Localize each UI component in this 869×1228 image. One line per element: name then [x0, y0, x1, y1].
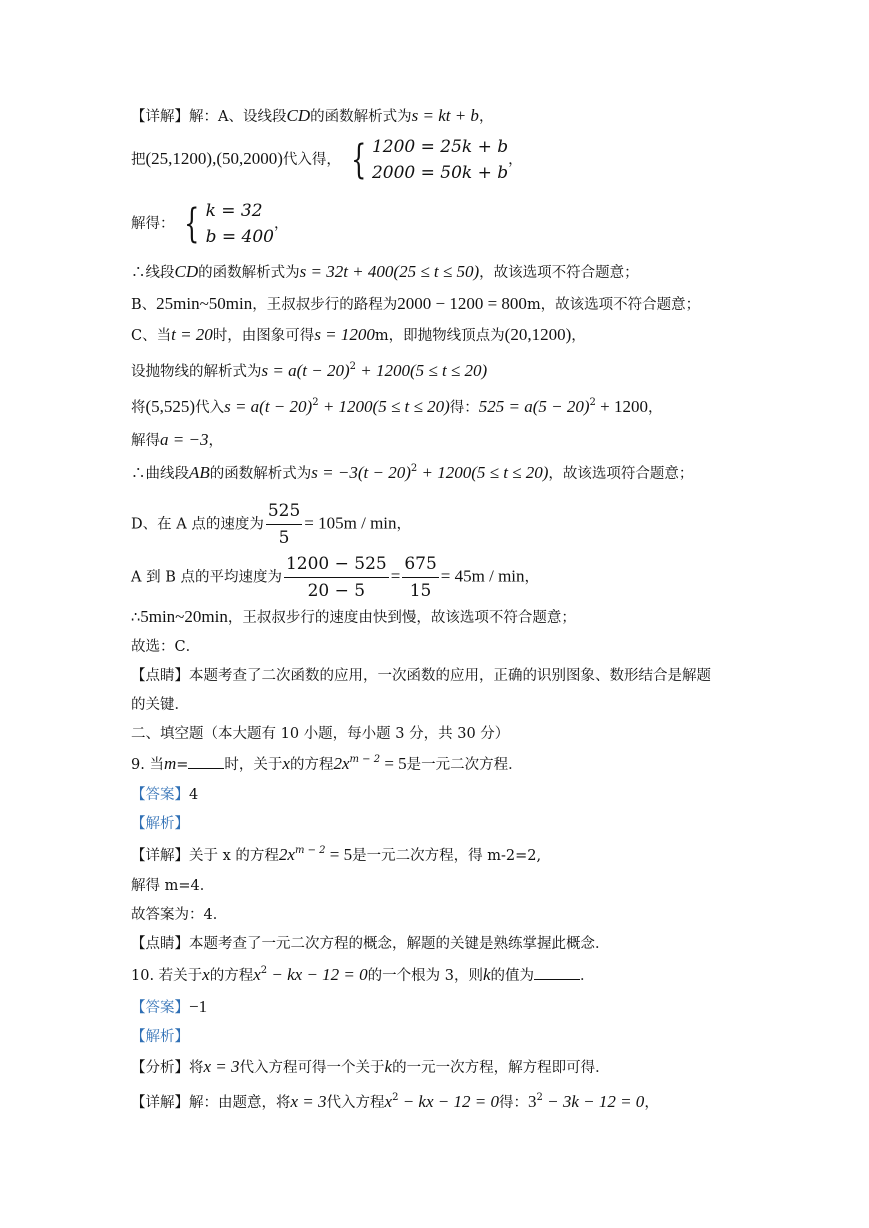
- superscript: 2: [536, 1092, 543, 1103]
- text: ∴线段: [131, 265, 175, 281]
- math-expression: x = 3: [290, 1092, 327, 1111]
- text: 代入: [195, 400, 225, 416]
- line-solve-m: [131, 876, 214, 896]
- equation-system: [179, 198, 274, 250]
- system-row: 2000 = 50k + b: [371, 163, 509, 183]
- text: ，: [571, 328, 586, 344]
- text: 解：A、设线段: [189, 109, 287, 125]
- text: 把: [131, 152, 146, 168]
- line-analysis-9: [131, 814, 189, 834]
- text: 的关键．: [131, 697, 189, 713]
- text: 的函数解析式为: [310, 109, 412, 125]
- tag-analysis: 【解析】: [131, 816, 189, 832]
- text: C、当: [131, 328, 172, 344]
- math-expression: (20,1200): [504, 325, 572, 344]
- system-row: 1200 = 25k + b: [371, 137, 509, 157]
- equation-system: [346, 134, 509, 186]
- line-average-speed: [131, 551, 539, 604]
- answer-value: 4: [189, 787, 199, 803]
- line-option-b: [131, 294, 700, 315]
- tag-detail: 【详解】: [131, 109, 189, 125]
- text: 代入方程: [326, 1095, 385, 1111]
- text: ，故该选项符合题意；: [548, 466, 694, 482]
- text: m，故该选项不符合题意；: [526, 297, 701, 313]
- tag-comment: 【点睛】: [131, 936, 189, 952]
- text: 的方程: [289, 757, 334, 773]
- math-var: x: [202, 965, 210, 984]
- denominator: 15: [409, 581, 432, 601]
- text: 的方程: [209, 968, 254, 984]
- superscript: 2: [349, 361, 356, 372]
- answer-value: −1: [189, 997, 208, 1016]
- line-comment: [131, 666, 711, 686]
- text: ，故该选项不符合题意；: [479, 265, 639, 281]
- question-9: [131, 754, 523, 775]
- text: ，: [208, 433, 223, 449]
- tag-answer: 【答案】: [131, 787, 189, 803]
- tag-analysis: 【解析】: [131, 1029, 189, 1045]
- brace-icon: {: [350, 137, 366, 183]
- text: ，王叔叔步行的路程为: [252, 297, 398, 313]
- math-expression: s = 32t + 400(25 ≤ t ≤ 50): [299, 262, 480, 281]
- math-expression: + 1200(5 ≤ t ≤ 20): [355, 361, 488, 380]
- superscript: m − 2: [349, 754, 381, 765]
- line-parabola: [131, 361, 487, 382]
- math-expression: 5min~20min: [140, 607, 228, 626]
- superscript: 2: [392, 1092, 399, 1103]
- math-expression: = 5: [380, 754, 407, 773]
- math-expression: + 1200(5 ≤ t ≤ 20): [417, 463, 549, 482]
- math-expression: = 105m / min: [304, 513, 397, 533]
- text: 得：: [498, 1095, 528, 1111]
- text: ∴: [131, 610, 141, 626]
- question-10: [131, 965, 595, 986]
- text: =: [176, 757, 189, 773]
- line-detail-9: [131, 845, 541, 866]
- text: 解：由题意，将: [189, 1095, 291, 1111]
- line-ab-function: [131, 463, 693, 484]
- text: A 到 B 点的平均速度为: [131, 569, 282, 586]
- brace-icon: {: [184, 201, 200, 247]
- text: 是一元二次方程．: [406, 757, 523, 773]
- line-option-c: [131, 325, 586, 346]
- math-expression: + 1200: [595, 397, 648, 416]
- line-answer-9: [131, 785, 198, 805]
- math-expression: − 3k − 12 = 0: [542, 1092, 645, 1111]
- text: B、: [131, 297, 157, 313]
- math-var: k: [384, 1057, 393, 1076]
- math-expression: − kx − 12 = 0: [267, 965, 368, 984]
- numerator: 1200 − 525: [284, 551, 389, 578]
- text: ，王叔叔步行的速度由快到慢，故该选项不符合题意；: [227, 610, 576, 626]
- superscript: m − 2: [294, 845, 326, 856]
- text: 将: [131, 400, 146, 416]
- text: ，: [508, 152, 523, 168]
- math-expression: s = −3(t − 20): [311, 463, 411, 482]
- math-expression: s = a(t − 20): [224, 397, 313, 416]
- text: 时，由图象可得: [212, 328, 315, 344]
- text: ，: [396, 516, 412, 533]
- math-expression: 525 = a(5 − 20): [478, 397, 590, 416]
- system-row: k = 32: [205, 201, 263, 221]
- text: 9. 当: [131, 757, 164, 773]
- line-option-d: [131, 498, 411, 551]
- line-analyze-10: [131, 1057, 610, 1078]
- math-expression: − kx − 12 = 0: [398, 1092, 499, 1111]
- text: ∴曲线段: [131, 466, 189, 482]
- text: 的一个根为 3，则: [367, 968, 483, 984]
- numerator: 525: [266, 498, 302, 525]
- text: ，: [524, 569, 540, 586]
- math-expression: = 45m / min: [440, 566, 525, 586]
- math-var: k: [483, 965, 491, 984]
- math-expression: s = 1200: [314, 325, 375, 344]
- text: 的函数解析式为: [209, 466, 312, 482]
- section-heading: [131, 724, 509, 744]
- line-choice: [131, 637, 200, 657]
- line-substitute-point: [131, 397, 662, 418]
- text: 得：: [449, 400, 479, 416]
- math-expression: 2x: [333, 754, 350, 773]
- text: ．: [580, 968, 595, 984]
- superscript: 2: [589, 397, 596, 408]
- text: ，: [478, 109, 494, 125]
- tag-analyze: 【分析】: [131, 1060, 189, 1076]
- math-expression: = 5: [325, 845, 353, 864]
- line-answer-10: [131, 997, 207, 1018]
- fraction: [402, 551, 438, 604]
- superscript: 2: [312, 397, 319, 408]
- math-ab: AB: [189, 463, 210, 482]
- text: 本题考查了二次函数的应用，一次函数的应用，正确的识别图象、数形结合是解题: [189, 668, 711, 684]
- text: 关于 x 的方程: [189, 848, 279, 864]
- text: 故答案为：4．: [131, 907, 228, 923]
- text: 故选：C．: [131, 639, 201, 655]
- answer-blank: [188, 754, 224, 769]
- text: ，: [644, 1095, 659, 1111]
- text: 将: [189, 1060, 204, 1076]
- text: 是一元二次方程，得 m-2=2,: [352, 848, 542, 864]
- math-expression: s = kt + b: [411, 106, 479, 125]
- text: 代入方程可得一个关于: [239, 1060, 385, 1076]
- math-expression: (5,525): [145, 397, 196, 416]
- denominator: 5: [278, 528, 290, 548]
- math-expression: + 1200(5 ≤ t ≤ 20): [318, 397, 450, 416]
- superscript: 2: [260, 965, 268, 976]
- math-expression: s = a(t − 20): [261, 361, 350, 380]
- numerator: 675: [402, 551, 438, 578]
- math-expression: 2x: [278, 845, 295, 864]
- text: 的值为: [490, 968, 535, 984]
- line-analysis-10: [131, 1027, 189, 1047]
- line-comment-cont: [131, 695, 189, 715]
- text: 解得: [131, 433, 160, 449]
- text: ，: [273, 216, 289, 232]
- line-answer-is: [131, 905, 227, 925]
- line-solution: [131, 198, 288, 250]
- line-speed-conclusion: [131, 607, 576, 628]
- fraction: [266, 498, 302, 551]
- math-points: (25,1200),(50,2000): [145, 149, 283, 168]
- math-cd: CD: [286, 106, 311, 125]
- section-title: 二、填空题（本大题有 10 小题，每小题 3 分，共 30 分）: [131, 726, 510, 742]
- tag-answer: 【答案】: [131, 1000, 189, 1016]
- text: 的一元一次方程，解方程即可得．: [392, 1060, 610, 1076]
- tag-comment: 【点睛】: [131, 668, 189, 684]
- line-detail-a: [131, 106, 493, 127]
- text: 设抛物线的解析式为: [131, 364, 262, 380]
- math-cd: CD: [174, 262, 199, 281]
- math-expression: 25min~50min: [156, 294, 253, 313]
- math-expression: x: [253, 965, 261, 984]
- text: m，即抛物线顶点为: [374, 328, 505, 344]
- math-expression: t = 20: [171, 325, 213, 344]
- text: 代入得，: [282, 152, 341, 168]
- denominator: 20 − 5: [307, 581, 366, 601]
- line-detail-10: [131, 1092, 659, 1113]
- text: 解得：: [131, 216, 175, 232]
- text: 的函数解析式为: [198, 265, 300, 281]
- equals-sign: =: [390, 566, 401, 586]
- line-solve-a: [131, 430, 223, 451]
- fraction: [284, 551, 389, 604]
- text: D、在 A 点的速度为: [131, 516, 264, 533]
- text: 本题考查了一元二次方程的概念，解题的关键是熟练掌握此概念．: [189, 936, 610, 952]
- answer-blank: [534, 965, 580, 980]
- math-expression: 3: [527, 1092, 537, 1111]
- text: 10. 若关于: [131, 968, 203, 984]
- tag-detail: 【详解】: [131, 848, 189, 864]
- text: 时，关于: [224, 757, 283, 773]
- text: ，: [647, 400, 663, 416]
- line-comment-9: [131, 934, 610, 954]
- math-expression: a = −3: [160, 430, 209, 449]
- math-expression: x: [384, 1092, 393, 1111]
- math-var: x: [282, 754, 290, 773]
- math-expression: 2000 − 1200 = 800: [397, 294, 527, 313]
- math-var: m: [163, 754, 177, 773]
- line-substitute: [131, 134, 523, 186]
- system-row: b = 400: [205, 227, 274, 247]
- text: 解得 m=4．: [131, 878, 215, 894]
- line-cd-function: [131, 262, 639, 283]
- math-expression: x = 3: [203, 1057, 240, 1076]
- superscript: 2: [410, 463, 418, 474]
- tag-detail: 【详解】: [131, 1095, 189, 1111]
